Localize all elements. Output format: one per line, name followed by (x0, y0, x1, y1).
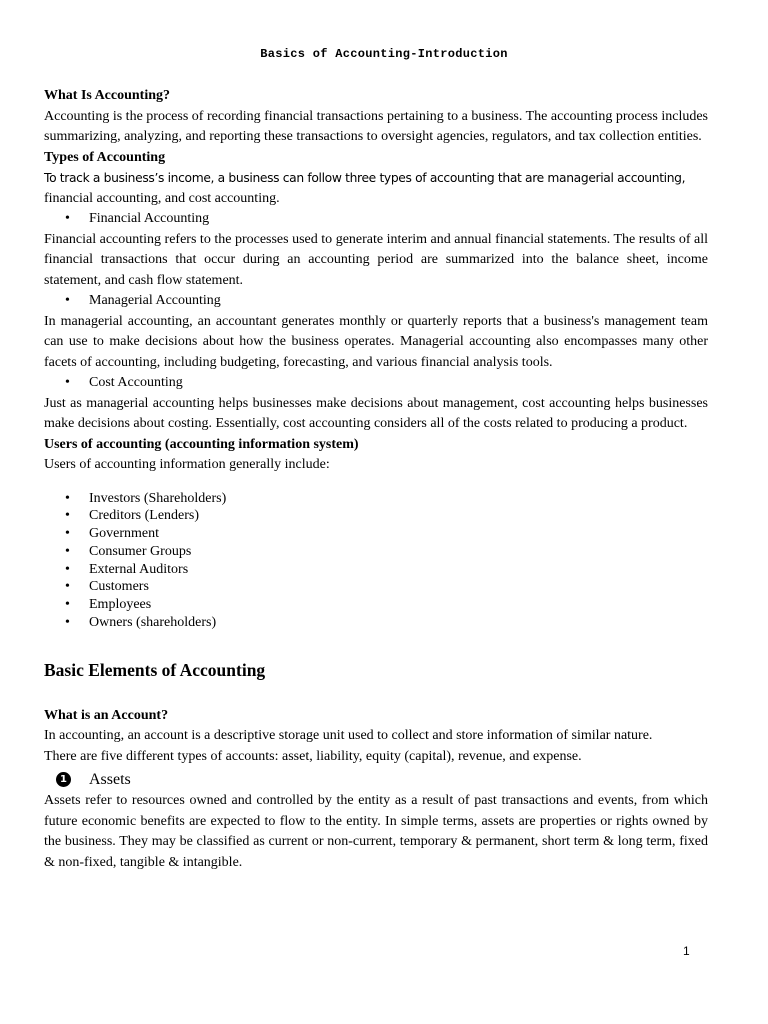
financial-accounting-label: Financial Accounting (89, 211, 210, 226)
what-is-accounting-paragraph: Accounting is the process of recording financial transactions pertaining to a business. The accounting process includes summarizing, analyzing, and reporting these transactions to oversight agencies, regulators, and tax collection entities. (44, 108, 708, 144)
users-intro: Users of accounting information generally include: (44, 457, 330, 472)
financial-accounting-paragraph: Financial accounting refers to the processes used to generate interim and annual financial statements. The results of all financial transactions that occur during an accounting period are summarized into the balance sheet, income statement, and cash flow statement. (44, 231, 708, 288)
bullet-icon: • (65, 211, 70, 226)
user-item-label: Consumer Groups (89, 543, 192, 559)
cost-accounting-paragraph: Just as managerial accounting helps businesses make decisions about management, cost accounting helps businesses make decisions about costing. Essentially, cost accounting considers all of the costs related to producing a product. (44, 395, 708, 431)
document-body (44, 86, 708, 873)
types-intro-line: To track a business’s income, a business can follow three types of accounting that are managerial accounting, (44, 171, 686, 185)
bullet-icon: • (65, 293, 70, 308)
user-item-label: Customers (89, 579, 149, 595)
list-item (44, 543, 708, 561)
bullet-icon: • (65, 375, 70, 390)
document-title: Basics of Accounting-Introduction (260, 47, 508, 61)
bullet-icon: • (65, 526, 70, 542)
user-item-label: Owners (shareholders) (89, 615, 217, 631)
managerial-accounting-paragraph: In managerial accounting, an accountant generates monthly or quarterly reports that a business's management team can use to make decisions about how the business operates. Managerial accounting also encompasses many other facets of accounting, including budgeting, forecasting, and various financial analysis tools. (44, 313, 708, 370)
bullet-icon: • (65, 490, 70, 506)
list-item (44, 291, 708, 312)
assets-label: Assets (89, 771, 131, 789)
users-of-accounting-heading: Users of accounting (accounting information system) (44, 436, 359, 452)
page-number: 1 (683, 944, 690, 958)
basic-elements-heading: Basic Elements of Accounting (44, 659, 266, 680)
managerial-accounting-list (44, 291, 708, 312)
financial-accounting-list (44, 209, 708, 230)
user-item-label: Investors (Shareholders) (89, 490, 227, 506)
cost-accounting-label: Cost Accounting (89, 375, 183, 390)
user-item-label: Employees (89, 597, 152, 613)
list-item (44, 373, 708, 394)
list-item (44, 525, 708, 543)
list-item (44, 490, 708, 508)
what-is-an-account-heading: What is an Account? (44, 707, 169, 723)
user-item-label: Government (89, 526, 159, 542)
bullet-icon: • (65, 543, 70, 559)
what-is-accounting-heading: What Is Accounting? (44, 88, 171, 103)
list-item (44, 507, 708, 525)
bullet-icon: • (65, 561, 70, 577)
list-item (44, 596, 708, 614)
users-list (44, 490, 708, 632)
account-types-line: There are five different types of accounts: asset, liability, equity (capital), revenue, and expense. (44, 748, 582, 764)
managerial-accounting-label: Managerial Accounting (89, 293, 221, 308)
list-item (44, 578, 708, 596)
assets-heading (44, 768, 708, 791)
list-item (44, 614, 708, 632)
list-item (44, 209, 708, 230)
user-item-label: Creditors (Lenders) (89, 508, 200, 524)
bullet-icon: • (65, 597, 70, 613)
types-intro-continuation: financial accounting, and cost accounting. (44, 190, 280, 206)
user-item-label: External Auditors (89, 561, 189, 577)
number-one-circle-icon: 1 (56, 772, 71, 787)
types-of-accounting-heading: Types of Accounting (44, 149, 166, 165)
list-item (44, 561, 708, 579)
account-definition-line: In accounting, an account is a descriptive storage unit used to collect and store information of similar nature. (44, 728, 653, 744)
assets-paragraph: Assets refer to resources owned and controlled by the entity as a result of past transactions and events, from which future economic benefits are expected to flow to the entity. In simple terms, assets are properties or rights owned by the business. They may be classified as current or non-current, temporary & permanent, short term & long term, fixed & non-fixed, tangible & intangible. (44, 793, 708, 870)
bullet-icon: • (65, 508, 70, 524)
cost-accounting-list (44, 373, 708, 394)
bullet-icon: • (65, 615, 70, 631)
bullet-icon: • (65, 579, 70, 595)
